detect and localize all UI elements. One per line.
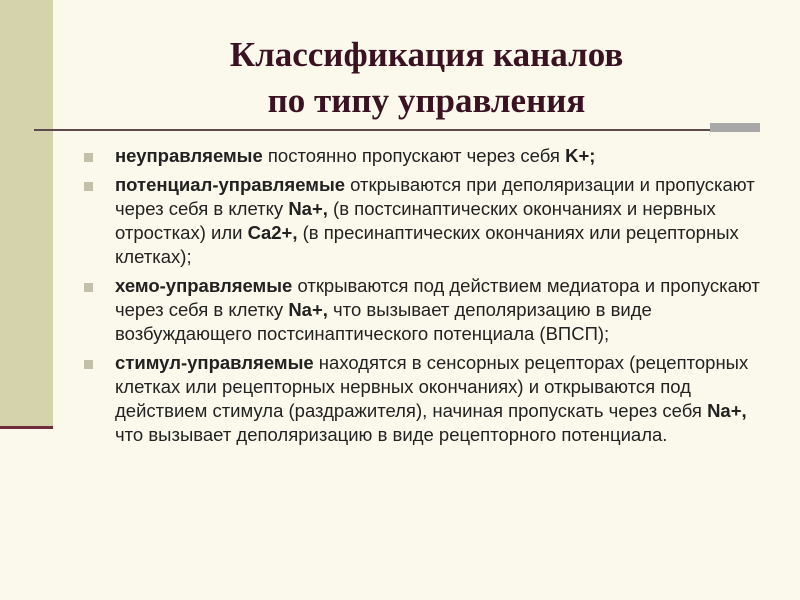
left-band-underline (0, 426, 53, 429)
list-item (82, 144, 772, 168)
slide-title (53, 32, 800, 124)
square-bullet-icon (84, 153, 93, 162)
ion-label: Na+, (707, 400, 747, 421)
list-item (82, 173, 772, 269)
list-item (82, 351, 772, 447)
item-term: потенциал-управляемые (115, 174, 346, 195)
square-bullet-icon (84, 360, 93, 369)
item-text: что вызывает деполяризацию в виде рецепторного потенциала. (115, 424, 668, 445)
item-term: хемо-управляемые (115, 275, 293, 296)
list-item (82, 274, 772, 346)
title-divider-accent (710, 123, 760, 132)
item-text: постоянно пропускают через себя (262, 145, 566, 166)
bullet-list (82, 144, 772, 452)
item-term: стимул-управляемые (115, 352, 314, 373)
ion-label: Ca2+, (247, 222, 298, 243)
item-text: (в пресинаптических окончаниях или рецепторных клетках); (115, 222, 739, 267)
left-decorative-band (0, 0, 53, 426)
ion-label: Na+, (288, 299, 328, 320)
title-divider (34, 129, 710, 131)
ion-label: K+; (565, 145, 596, 166)
square-bullet-icon (84, 283, 93, 292)
item-text: (в постсинаптических окончаниях и нервных отростках) или (115, 198, 716, 243)
item-term: неуправляемые (115, 145, 263, 166)
item-text: что вызывает деполяризацию в виде возбуждающего постсинаптического потенциала (ВПСП); (115, 299, 652, 344)
item-text: открываются при деполяризации и пропускают через себя в клетку (115, 174, 755, 219)
title-line-2: по типу управления (267, 81, 586, 120)
item-text: находятся в сенсорных рецепторах (рецепторных клетках или рецепторных нервных окончаниях) и открываются под действием стимула (раздражителя), начиная пропускать через себя (115, 352, 749, 421)
item-text: открываются под действием медиатора и пропускают через себя в клетку (115, 275, 760, 320)
ion-label: Na+, (288, 198, 328, 219)
title-line-1: Классификация каналов (229, 35, 624, 74)
square-bullet-icon (84, 182, 93, 191)
